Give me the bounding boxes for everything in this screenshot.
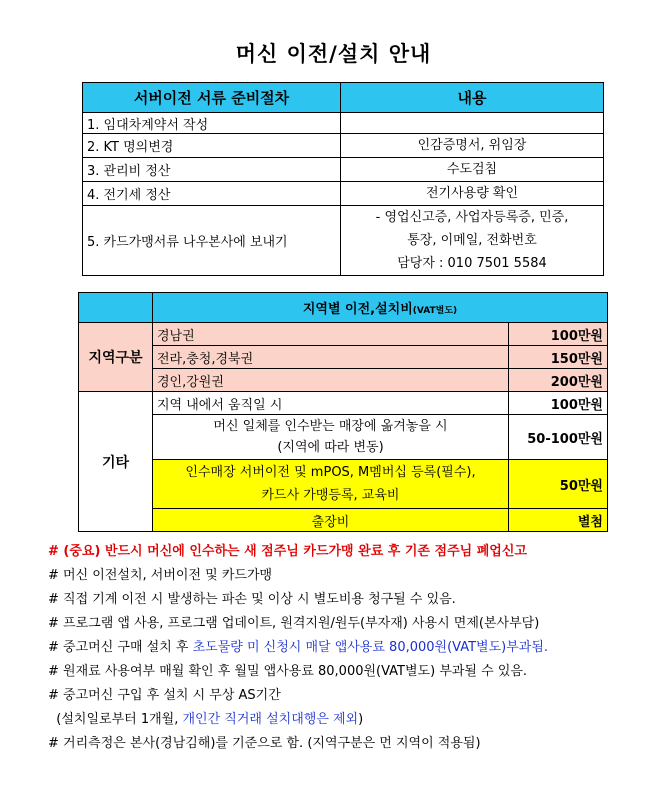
- table-header-row: [83, 83, 604, 113]
- table-row: [83, 158, 604, 182]
- content-line: - 영업신고증, 사업자등록증, 민증,: [375, 210, 569, 225]
- etc-line: (지역에 따라 변동): [277, 440, 384, 455]
- note-item: # 직접 기계 이전 시 발생하는 파손 및 이상 시 별도비용 청구될 수 있음.: [48, 592, 456, 607]
- price-cell: 200만원: [509, 369, 608, 392]
- price-cell: 100만원: [509, 392, 608, 415]
- step-cell: 3. 관리비 정산: [83, 158, 341, 182]
- table-row: [79, 323, 608, 346]
- column-header: 서버이전 서류 준비절차: [83, 83, 341, 113]
- vat-note: (VAT별도): [412, 306, 458, 316]
- content-cell: [341, 113, 604, 134]
- etc-label: 기타: [79, 392, 153, 532]
- page-title: 머신 이전/설치 안내: [235, 42, 432, 66]
- table-row: [83, 182, 604, 206]
- note-item: # 거리측정은 본사(경남김해)를 기준으로 함. (지역구분은 먼 지역이 적용됨): [48, 736, 481, 751]
- note-text: (설치일로부터 1개월,: [48, 712, 183, 727]
- table-row: [79, 346, 608, 369]
- price-cell: 150만원: [509, 346, 608, 369]
- documents-table: [82, 82, 604, 276]
- step-cell: 2. KT 명의변경: [83, 134, 341, 158]
- etc-line: 카드사 가맹등록, 교육비: [261, 488, 400, 503]
- column-header: 내용: [341, 83, 604, 113]
- step-cell: 5. 카드가맹서류 나우본사에 보내기: [83, 206, 341, 276]
- content-cell: 인감증명서, 위임장: [341, 134, 604, 158]
- table-row: [79, 392, 608, 415]
- table-row: [83, 134, 604, 158]
- content-line: 통장, 이메일, 전화번호: [407, 233, 537, 248]
- etc-name: 출장비: [153, 509, 509, 532]
- header-blank-cell: [79, 293, 153, 323]
- note-item: [48, 708, 658, 732]
- note-highlight: 개인간 직거래 설치대행은 제외: [182, 712, 359, 727]
- note-item: # 원재료 사용여부 매월 확인 후 월밀 앱사용료 80,000원(VAT별도) 부과될 수 있음.: [48, 664, 528, 679]
- table-row: [83, 206, 604, 276]
- region-name: 전라,충청,경북권: [153, 346, 509, 369]
- etc-name: 지역 내에서 움직일 시: [153, 392, 509, 415]
- note-item: # 중고머신 구입 후 설치 시 무상 AS기간: [48, 688, 281, 703]
- note-highlight: 초도물량 미 신청시 매달 앱사용료 80,000원(VAT별도)부과됨.: [192, 640, 549, 655]
- content-cell: 수도검침: [341, 158, 604, 182]
- step-cell: 1. 임대차계약서 작성: [83, 113, 341, 134]
- etc-name: [153, 460, 509, 509]
- note-item: # 프로그램 앱 사용, 프로그램 업데이트, 원격지원/원두(부자재) 사용시 면제(본사부담): [48, 616, 540, 631]
- content-cell: [341, 206, 604, 276]
- table-row: [79, 460, 608, 509]
- fee-header-label: 지역별 이전,설치비: [302, 302, 413, 317]
- table-row: [79, 369, 608, 392]
- table-row: [79, 415, 608, 460]
- notes-list: [48, 540, 658, 756]
- fee-table: [78, 292, 608, 532]
- content-line: 담당자 : 010 7501 5584: [397, 256, 547, 271]
- step-cell: 4. 전기세 정산: [83, 182, 341, 206]
- note-important: # (중요) 반드시 머신에 인수하는 새 점주님 카드가맹 완료 후 기존 점주님 폐업신고: [48, 544, 527, 559]
- content-cell: 전기사용량 확인: [341, 182, 604, 206]
- etc-line: 머신 일체를 인수받는 매장에 옮겨놓을 시: [213, 419, 448, 434]
- table-header-row: [79, 293, 608, 323]
- etc-name: [153, 415, 509, 460]
- region-label: 지역구분: [79, 323, 153, 392]
- table-row: [79, 509, 608, 532]
- price-cell: 100만원: [509, 323, 608, 346]
- price-cell: 50-100만원: [509, 415, 608, 460]
- note-item: # 머신 이전설치, 서버이전 및 카드가맹: [48, 568, 273, 583]
- price-cell: 별첨: [509, 509, 608, 532]
- note-text: # 중고머신 구매 설치 후: [48, 640, 193, 655]
- table-row: [83, 113, 604, 134]
- etc-line: 인수매장 서버이전 및 mPOS, M멤버십 등록(필수),: [185, 465, 476, 480]
- region-name: 경인,강원권: [153, 369, 509, 392]
- note-item: [48, 636, 658, 660]
- region-name: 경남권: [153, 323, 509, 346]
- note-text: ): [358, 712, 364, 727]
- fee-header: [153, 293, 608, 323]
- price-cell: 50만원: [509, 460, 608, 509]
